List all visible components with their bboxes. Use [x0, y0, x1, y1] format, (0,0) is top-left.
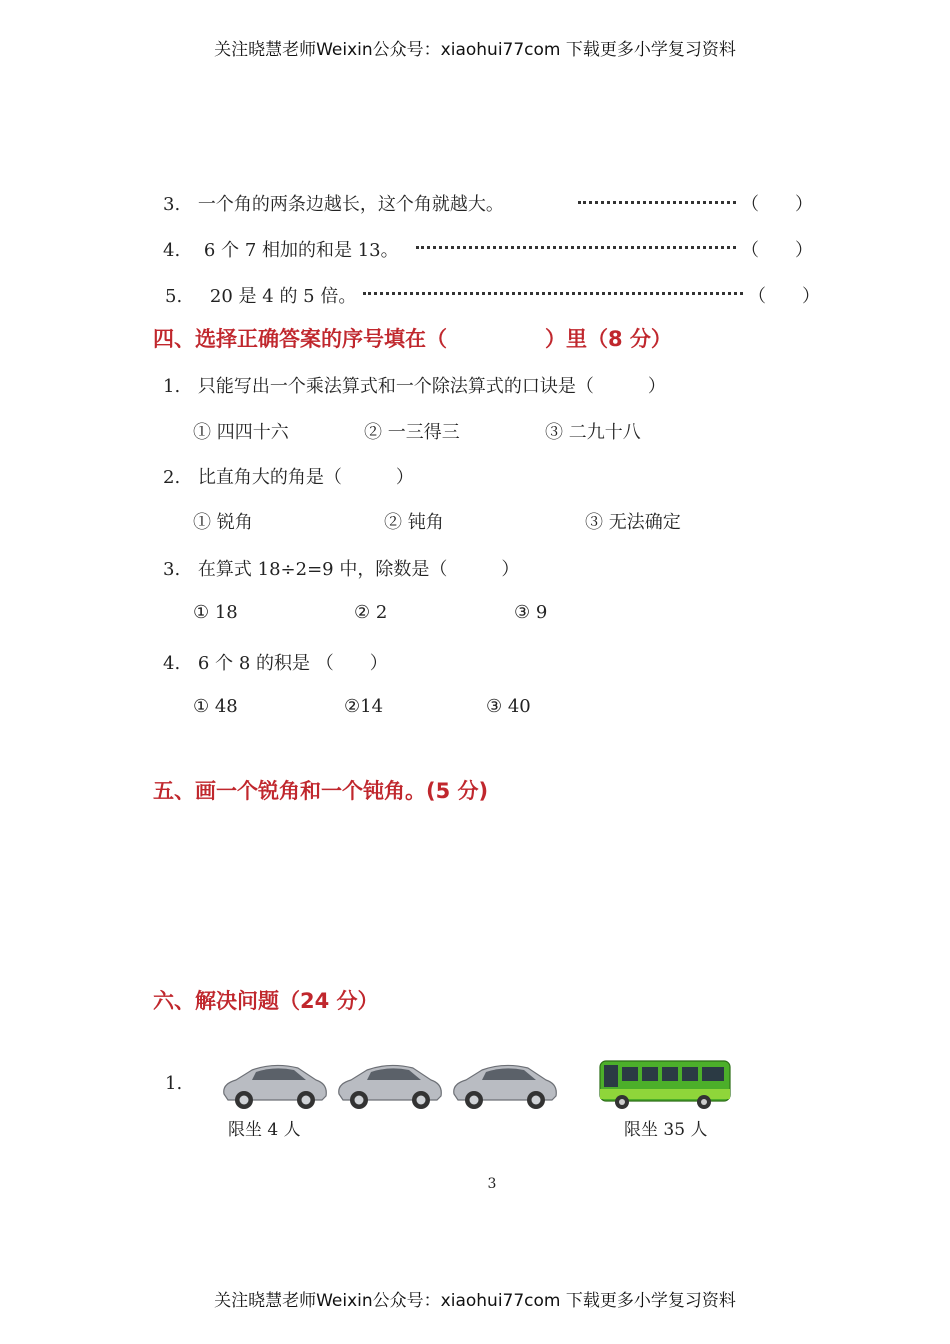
judge-text: 一个角的两条边越长，这个角就越大。	[197, 194, 504, 215]
judge-num: 3.	[163, 194, 181, 215]
option: ③ 9	[514, 602, 548, 623]
paren-left: （	[741, 240, 759, 261]
paren-right: ）	[795, 194, 813, 215]
question-num: 4.	[163, 653, 181, 674]
dotted-leader	[363, 292, 743, 295]
paren-right: ）	[802, 286, 820, 307]
option: ③ 二九十八	[545, 422, 641, 443]
option: ② 2	[354, 602, 388, 623]
option: ① 48	[193, 696, 238, 717]
question-text: 6 个 8 的积是 （ ）	[197, 653, 388, 674]
dotted-leader	[416, 246, 736, 249]
heading-right: ）里（8 分）	[545, 327, 672, 351]
bus-caption: 限坐 35 人	[624, 1120, 708, 1140]
option: ②14	[344, 696, 384, 717]
option: ② 钝角	[384, 512, 444, 533]
car-image-1	[218, 1060, 330, 1112]
section-6-heading: 六、解决问题（24 分）	[153, 989, 379, 1013]
question-3	[163, 555, 519, 581]
problem-num: 1.	[165, 1073, 183, 1094]
page-number: 3	[487, 1176, 497, 1192]
judge-item-4	[163, 236, 399, 262]
car-image-2	[333, 1060, 445, 1112]
judge-text: 6 个 7 相加的和是 13。	[203, 240, 399, 261]
section-4-heading	[153, 323, 672, 353]
section-5-heading: 五、画一个锐角和一个钝角。(5 分)	[153, 779, 489, 803]
option: ② 一三得三	[364, 422, 460, 443]
bus-image	[596, 1055, 734, 1113]
option: ① 18	[193, 602, 238, 623]
option: ③ 40	[486, 696, 531, 717]
question-text: 比直角大的角是（ ）	[197, 467, 414, 488]
option: ① 四四十六	[193, 422, 289, 443]
dotted-leader	[578, 201, 736, 204]
car-caption: 限坐 4 人	[228, 1120, 301, 1140]
question-text: 只能写出一个乘法算式和一个除法算式的口诀是（ ）	[197, 376, 666, 397]
question-num: 1.	[163, 376, 181, 397]
judge-num: 5.	[165, 286, 183, 307]
question-4	[163, 649, 388, 675]
header-banner: 关注晓慧老师Weixin公众号：xiaohui77com 下载更多小学复习资料	[214, 40, 736, 60]
paren-right: ）	[795, 240, 813, 261]
car-image-3	[448, 1060, 560, 1112]
judge-item-3	[163, 190, 504, 216]
question-1	[163, 372, 666, 398]
footer-banner: 关注晓慧老师Weixin公众号：xiaohui77com 下载更多小学复习资料	[214, 1291, 736, 1311]
question-num: 3.	[163, 559, 181, 580]
option: ① 锐角	[193, 512, 253, 533]
judge-text: 20 是 4 的 5 倍。	[209, 286, 357, 307]
judge-item-5	[165, 282, 356, 308]
question-2	[163, 463, 414, 489]
heading-left: 四、选择正确答案的序号填在（	[153, 327, 447, 351]
paren-left: （	[748, 286, 766, 307]
question-num: 2.	[163, 467, 181, 488]
option: ③ 无法确定	[585, 512, 681, 533]
paren-left: （	[741, 194, 759, 215]
question-text: 在算式 18÷2=9 中，除数是（ ）	[197, 559, 520, 580]
judge-num: 4.	[163, 240, 181, 261]
